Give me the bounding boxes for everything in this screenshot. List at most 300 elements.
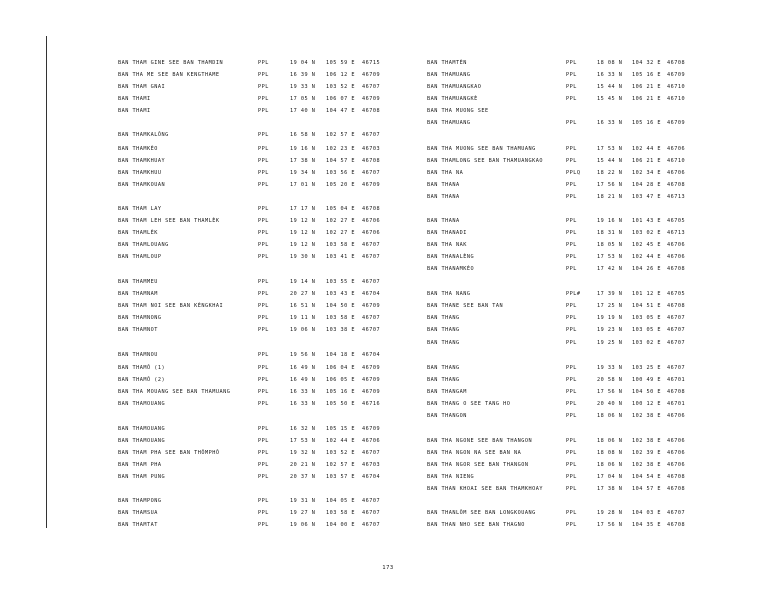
entry-type: PPL — [258, 182, 269, 188]
entry-name: BAN THAM LEH SEE BAN THAMLÈK — [118, 218, 220, 224]
entry-lon: 106 05 E — [326, 377, 355, 383]
entry-code: 46709 — [362, 377, 381, 383]
entry-lat: 19 30 N — [290, 254, 316, 260]
entry-type: PPL — [566, 413, 577, 419]
entry-lat: 17 38 N — [290, 158, 316, 164]
entry-type: PPL — [258, 462, 269, 468]
entry-type: PPL — [566, 327, 577, 333]
entry-name: BAN THA NAK — [427, 242, 467, 248]
entry-code: 46707 — [362, 242, 381, 248]
entry-code: 46707 — [362, 315, 381, 321]
entry-lon: 105 16 E — [326, 389, 355, 395]
entry-code: 46710 — [667, 84, 686, 90]
entry-code: 46707 — [362, 170, 381, 176]
entry-lon: 102 34 E — [632, 170, 661, 176]
entry-lon: 102 23 E — [326, 146, 355, 152]
entry-type: PPL — [258, 426, 269, 432]
entry-name: BAN THAMPONG — [118, 498, 162, 504]
entry-lon: 103 41 E — [326, 254, 355, 260]
entry-lat: 17 39 N — [597, 291, 623, 297]
entry-type: PPL — [258, 510, 269, 516]
entry-type: PPL — [566, 72, 577, 78]
entry-type: PPL — [566, 242, 577, 248]
entry-type: PPL — [258, 279, 269, 285]
entry-lon: 103 38 E — [326, 327, 355, 333]
entry-code: 46708 — [667, 389, 686, 395]
entry-lon: 100 49 E — [632, 377, 661, 383]
entry-lon: 105 50 E — [326, 401, 355, 407]
entry-name: BAN THANA — [427, 218, 460, 224]
entry-lon: 105 16 E — [632, 120, 661, 126]
entry-name: BAN THAM LAY — [118, 206, 162, 212]
entry-lon: 105 16 E — [632, 72, 661, 78]
entry-code: 46707 — [667, 365, 686, 371]
entry-lat: 19 16 N — [597, 218, 623, 224]
entry-type: PPL — [258, 522, 269, 528]
entry-name: BAN THAMLOUANG — [118, 242, 169, 248]
entry-lat: 16 32 N — [290, 426, 316, 432]
entry-type: PPL — [258, 377, 269, 383]
entry-lon: 100 12 E — [632, 401, 661, 407]
entry-code: 46707 — [362, 510, 381, 516]
entry-lon: 102 44 E — [632, 146, 661, 152]
entry-name: BAN THAMKOUAN — [118, 182, 166, 188]
entry-type: PPL — [566, 194, 577, 200]
entry-lon: 104 35 E — [632, 522, 661, 528]
entry-code: 46708 — [362, 108, 381, 114]
entry-code: 46713 — [667, 230, 686, 236]
entry-type: PPL — [258, 438, 269, 444]
entry-type: PPL — [566, 84, 577, 90]
entry-lat: 17 56 N — [597, 182, 623, 188]
entry-lat: 16 49 N — [290, 365, 316, 371]
entry-code: 46707 — [362, 279, 381, 285]
entry-code: 46709 — [362, 96, 381, 102]
entry-lon: 103 55 E — [326, 279, 355, 285]
entry-name: BAN THAMNONG — [118, 315, 162, 321]
entry-type: PPL — [566, 365, 577, 371]
entry-lon: 106 21 E — [632, 96, 661, 102]
entry-lat: 17 53 N — [597, 146, 623, 152]
entry-lat: 19 14 N — [290, 279, 316, 285]
entry-code: 46710 — [667, 96, 686, 102]
entry-lat: 18 31 N — [597, 230, 623, 236]
entry-name: BAN THA NGONE SEE BAN THANGON — [427, 438, 533, 444]
entry-type: PPL — [258, 96, 269, 102]
entry-type: PPL — [258, 450, 269, 456]
entry-code: 46706 — [667, 413, 686, 419]
entry-type: PPL — [258, 254, 269, 260]
entry-name: BAN THAM PHA — [118, 462, 162, 468]
entry-code: 46706 — [362, 438, 381, 444]
entry-lon: 105 59 E — [326, 60, 355, 66]
entry-lon: 104 18 E — [326, 352, 355, 358]
entry-lat: 19 12 N — [290, 242, 316, 248]
entry-code: 46709 — [362, 389, 381, 395]
entry-code: 46706 — [667, 438, 686, 444]
entry-lat: 19 23 N — [597, 327, 623, 333]
entry-code: 46710 — [667, 158, 686, 164]
entry-lat: 20 21 N — [290, 462, 316, 468]
entry-lon: 103 52 E — [326, 450, 355, 456]
entry-lon: 102 44 E — [632, 254, 661, 260]
entry-code: 46703 — [362, 462, 381, 468]
entry-lat: 17 53 N — [290, 438, 316, 444]
entry-lon: 104 50 E — [326, 303, 355, 309]
entry-lat: 19 11 N — [290, 315, 316, 321]
entry-code: 46706 — [667, 170, 686, 176]
entry-lat: 19 28 N — [597, 510, 623, 516]
entry-name: BAN THAMLONG SEE BAN THAMUANGKAO — [427, 158, 543, 164]
entry-lon: 102 27 E — [326, 218, 355, 224]
entry-name: BAN THAMUANGKAO — [427, 84, 482, 90]
entry-type: PPL — [566, 120, 577, 126]
entry-name: BAN THANA — [427, 194, 460, 200]
entry-lon: 103 02 E — [632, 230, 661, 236]
entry-name: BAN THAMI — [118, 108, 151, 114]
entry-code: 46707 — [362, 450, 381, 456]
entry-code: 46708 — [667, 474, 686, 480]
entry-name: BAN THANADI — [427, 230, 467, 236]
entry-lon: 102 57 E — [326, 132, 355, 138]
entry-lat: 16 33 N — [597, 72, 623, 78]
entry-name: BAN THAMNOT — [118, 327, 158, 333]
entry-type: PPL — [258, 303, 269, 309]
entry-code: 46707 — [362, 522, 381, 528]
entry-lon: 103 02 E — [632, 340, 661, 346]
entry-lat: 18 06 N — [597, 438, 623, 444]
entry-code: 46708 — [362, 206, 381, 212]
entry-type: PPL — [258, 170, 269, 176]
entry-name: BAN THA NA — [427, 170, 464, 176]
entry-lon: 103 05 E — [632, 315, 661, 321]
entry-name: BAN THANG — [427, 340, 460, 346]
entry-type: PPL — [566, 254, 577, 260]
entry-name: BAN THANALÈNG — [427, 254, 475, 260]
entry-lat: 19 12 N — [290, 230, 316, 236]
entry-code: 46709 — [362, 182, 381, 188]
entry-lat: 16 49 N — [290, 377, 316, 383]
entry-code: 46709 — [667, 72, 686, 78]
entry-name: BAN THANG — [427, 315, 460, 321]
entry-lat: 18 08 N — [597, 60, 623, 66]
entry-type: PPL — [566, 401, 577, 407]
entry-lat: 19 12 N — [290, 218, 316, 224]
entry-name: BAN THA NGON NA SEE BAN NA — [427, 450, 522, 456]
entry-lat: 19 25 N — [597, 340, 623, 346]
entry-lon: 104 47 E — [326, 108, 355, 114]
entry-lon: 101 43 E — [632, 218, 661, 224]
entry-type: PPL — [258, 242, 269, 248]
entry-lat: 17 04 N — [597, 474, 623, 480]
entry-lat: 19 31 N — [290, 498, 316, 504]
entry-lon: 103 52 E — [326, 84, 355, 90]
entry-lat: 17 40 N — [290, 108, 316, 114]
entry-code: 46707 — [362, 254, 381, 260]
entry-name: BAN THAMKHUAY — [118, 158, 166, 164]
entry-type: PPL — [566, 158, 577, 164]
entry-code: 46707 — [667, 327, 686, 333]
entry-type: PPL — [566, 522, 577, 528]
entry-lat: 16 33 N — [290, 389, 316, 395]
entry-code: 46707 — [362, 84, 381, 90]
entry-lat: 18 05 N — [597, 242, 623, 248]
entry-name: BAN THAMKÈO — [118, 146, 158, 152]
entry-code: 46703 — [362, 146, 381, 152]
entry-code: 46708 — [362, 158, 381, 164]
entry-code: 46705 — [667, 218, 686, 224]
entry-name: BAN THAN KHOAI SEE BAN THAMKHOAY — [427, 486, 543, 492]
entry-code: 46701 — [667, 377, 686, 383]
entry-name: BAN THAN NHO SEE BAN THAGNO — [427, 522, 525, 528]
entry-name: BAN THAMOUANG — [118, 438, 166, 444]
entry-lat: 18 08 N — [597, 450, 623, 456]
entry-type: PPL — [566, 450, 577, 456]
entry-lat: 16 58 N — [290, 132, 316, 138]
entry-lon: 101 12 E — [632, 291, 661, 297]
entry-code: 46707 — [667, 315, 686, 321]
entry-code: 46708 — [667, 182, 686, 188]
entry-lon: 103 05 E — [632, 327, 661, 333]
entry-lat: 17 56 N — [597, 522, 623, 528]
entry-lon: 102 39 E — [632, 450, 661, 456]
entry-type: PPL — [258, 60, 269, 66]
entry-code: 46706 — [667, 242, 686, 248]
entry-name: BAN THAMÔ (1) — [118, 365, 166, 371]
entry-code: 46707 — [362, 327, 381, 333]
entry-lat: 18 21 N — [597, 194, 623, 200]
entry-lat: 17 01 N — [290, 182, 316, 188]
entry-name: BAN THANG — [427, 327, 460, 333]
entry-lat: 16 51 N — [290, 303, 316, 309]
entry-code: 46706 — [667, 462, 686, 468]
entry-lat: 19 19 N — [597, 315, 623, 321]
entry-name: BAN THAMOUANG — [118, 401, 166, 407]
entry-lon: 105 15 E — [326, 426, 355, 432]
entry-lat: 16 33 N — [597, 120, 623, 126]
entry-code: 46713 — [667, 194, 686, 200]
entry-code: 46704 — [362, 474, 381, 480]
entry-type: PPL — [566, 462, 577, 468]
entry-code: 46709 — [362, 303, 381, 309]
entry-type: PPL — [258, 401, 269, 407]
entry-lon: 105 20 E — [326, 182, 355, 188]
entry-lat: 18 06 N — [597, 462, 623, 468]
entry-lon: 106 04 E — [326, 365, 355, 371]
entry-lon: 106 12 E — [326, 72, 355, 78]
entry-name: BAN THAM PUNG — [118, 474, 166, 480]
entry-lat: 17 56 N — [597, 389, 623, 395]
entry-lon: 102 27 E — [326, 230, 355, 236]
entry-lat: 19 06 N — [290, 522, 316, 528]
entry-lon: 103 43 E — [326, 291, 355, 297]
entry-type: PPL — [258, 315, 269, 321]
entry-name: BAN THAMUANG — [427, 120, 471, 126]
entry-name: BAN THAMÔ (2) — [118, 377, 166, 383]
entry-type: PPL — [566, 377, 577, 383]
entry-type: PPL — [566, 486, 577, 492]
entry-lon: 104 03 E — [632, 510, 661, 516]
entry-code: 46706 — [667, 146, 686, 152]
entry-name: BAN THA NIENG — [427, 474, 475, 480]
entry-code: 46705 — [667, 291, 686, 297]
page-margin-rule — [46, 36, 47, 528]
entry-name: BAN THAM GINE SEE BAN THAMDIN — [118, 60, 224, 66]
entry-name: BAN THAMKALÔNG — [118, 132, 169, 138]
entry-type: PPL# — [566, 291, 581, 297]
entry-lat: 15 44 N — [597, 84, 623, 90]
entry-name: BAN THAMOUANG — [118, 426, 166, 432]
entry-lon: 102 44 E — [326, 438, 355, 444]
entry-type: PPL — [566, 96, 577, 102]
entry-lon: 106 21 E — [632, 158, 661, 164]
entry-type: PPL — [258, 365, 269, 371]
entry-type: PPL — [566, 474, 577, 480]
entry-lat: 17 25 N — [597, 303, 623, 309]
entry-lon: 104 28 E — [632, 182, 661, 188]
entry-type: PPL — [258, 327, 269, 333]
entry-type: PPL — [566, 266, 577, 272]
entry-lon: 104 57 E — [632, 486, 661, 492]
entry-lat: 19 32 N — [290, 450, 316, 456]
entry-lon: 104 51 E — [632, 303, 661, 309]
entry-name: BAN THAM GNAI — [118, 84, 166, 90]
entry-code: 46708 — [667, 60, 686, 66]
entry-type: PPL — [566, 340, 577, 346]
entry-type: PPL — [258, 352, 269, 358]
entry-lon: 106 21 E — [632, 84, 661, 90]
entry-lon: 104 26 E — [632, 266, 661, 272]
entry-name: BAN THAMTÈN — [427, 60, 467, 66]
entry-lat: 20 40 N — [597, 401, 623, 407]
entry-name: BAN THANG — [427, 365, 460, 371]
entry-lat: 19 56 N — [290, 352, 316, 358]
entry-lon: 104 57 E — [326, 158, 355, 164]
entry-name: BAN THAM NOI SEE BAN KÈNGKHAI — [118, 303, 224, 309]
entry-name: BAN THAMUANGKÈ — [427, 96, 478, 102]
entry-name: BAN THAM PHA SEE BAN THÔMPHÔ — [118, 450, 220, 456]
entry-lon: 103 25 E — [632, 365, 661, 371]
entry-name: BAN THANA — [427, 182, 460, 188]
entry-code: 46716 — [362, 401, 381, 407]
entry-name: BAN THANGAM — [427, 389, 467, 395]
entry-lat: 17 17 N — [290, 206, 316, 212]
entry-code: 46706 — [362, 218, 381, 224]
entry-lon: 105 04 E — [326, 206, 355, 212]
entry-name: BAN THAMTAT — [118, 522, 158, 528]
entry-name: BAN THAMI — [118, 96, 151, 102]
entry-code: 46708 — [667, 303, 686, 309]
entry-name: BAN THAMMEU — [118, 279, 158, 285]
entry-type: PPL — [258, 474, 269, 480]
entry-lat: 19 33 N — [597, 365, 623, 371]
entry-lon: 104 54 E — [632, 474, 661, 480]
entry-type: PPL — [566, 510, 577, 516]
entry-lon: 103 58 E — [326, 510, 355, 516]
entry-lat: 17 53 N — [597, 254, 623, 260]
entry-type: PPL — [258, 218, 269, 224]
entry-code: 46701 — [667, 401, 686, 407]
entry-type: PPL — [258, 158, 269, 164]
entry-lon: 104 00 E — [326, 522, 355, 528]
entry-name: BAN THANE SEE BAN TAN — [427, 303, 504, 309]
entry-code: 46707 — [667, 340, 686, 346]
entry-lon: 104 50 E — [632, 389, 661, 395]
entry-lat: 19 16 N — [290, 146, 316, 152]
entry-name: BAN THA NANG — [427, 291, 471, 297]
entry-code: 46706 — [667, 450, 686, 456]
entry-name: BAN THA MUONG SEE — [427, 108, 489, 114]
entry-lat: 20 58 N — [597, 377, 623, 383]
entry-name: BAN THA MUONG SEE BAN THAMUANG — [427, 146, 536, 152]
entry-name: BAN THA MOUANG SEE BAN THAMUANG — [118, 389, 231, 395]
entry-name: BAN THA NGOR SEE BAN THANGON — [427, 462, 529, 468]
entry-lat: 17 38 N — [597, 486, 623, 492]
entry-lon: 102 45 E — [632, 242, 661, 248]
entry-lon: 102 38 E — [632, 438, 661, 444]
entry-type: PPL — [566, 230, 577, 236]
entry-code: 46715 — [362, 60, 381, 66]
entry-type: PPL — [258, 498, 269, 504]
entry-type: PPL — [566, 146, 577, 152]
entry-code: 46709 — [362, 426, 381, 432]
entry-code: 46708 — [667, 486, 686, 492]
entry-type: PPL — [258, 84, 269, 90]
entry-lat: 19 27 N — [290, 510, 316, 516]
entry-type: PPL — [566, 218, 577, 224]
entry-lon: 104 05 E — [326, 498, 355, 504]
entry-type: PPL — [258, 206, 269, 212]
entry-name: BAN THANGON — [427, 413, 467, 419]
entry-name: BAN THA ME SEE BAN KENGTHAME — [118, 72, 220, 78]
entry-name: BAN THANG — [427, 377, 460, 383]
entry-lat: 16 39 N — [290, 72, 316, 78]
entry-lat: 17 05 N — [290, 96, 316, 102]
entry-lat: 18 22 N — [597, 170, 623, 176]
entry-lon: 103 58 E — [326, 242, 355, 248]
entry-name: BAN THAMUANG — [427, 72, 471, 78]
entry-lon: 103 58 E — [326, 315, 355, 321]
entry-lat: 18 06 N — [597, 413, 623, 419]
entry-type: PPL — [258, 108, 269, 114]
entry-lat: 19 33 N — [290, 84, 316, 90]
entry-lat: 19 06 N — [290, 327, 316, 333]
entry-lon: 104 32 E — [632, 60, 661, 66]
entry-type: PPL — [258, 72, 269, 78]
entry-type: PPLQ — [566, 170, 581, 176]
entry-lat: 19 34 N — [290, 170, 316, 176]
entry-type: PPL — [258, 146, 269, 152]
entry-code: 46709 — [362, 365, 381, 371]
entry-code: 46708 — [667, 266, 686, 272]
entry-lon: 103 56 E — [326, 170, 355, 176]
entry-type: PPL — [258, 291, 269, 297]
entry-name: BAN THAMLÈK — [118, 230, 158, 236]
entry-name: BAN THANG O SEE TANG HO — [427, 401, 511, 407]
page-number: 173 — [382, 565, 394, 571]
entry-lat: 16 33 N — [290, 401, 316, 407]
entry-code: 46707 — [362, 498, 381, 504]
entry-code: 46704 — [362, 352, 381, 358]
entry-lon: 102 57 E — [326, 462, 355, 468]
entry-lat: 15 44 N — [597, 158, 623, 164]
entry-code: 46707 — [667, 510, 686, 516]
entry-lon: 106 07 E — [326, 96, 355, 102]
entry-code: 46708 — [667, 522, 686, 528]
entry-name: BAN THAMLOUP — [118, 254, 162, 260]
entry-code: 46709 — [667, 120, 686, 126]
entry-lon: 103 57 E — [326, 474, 355, 480]
